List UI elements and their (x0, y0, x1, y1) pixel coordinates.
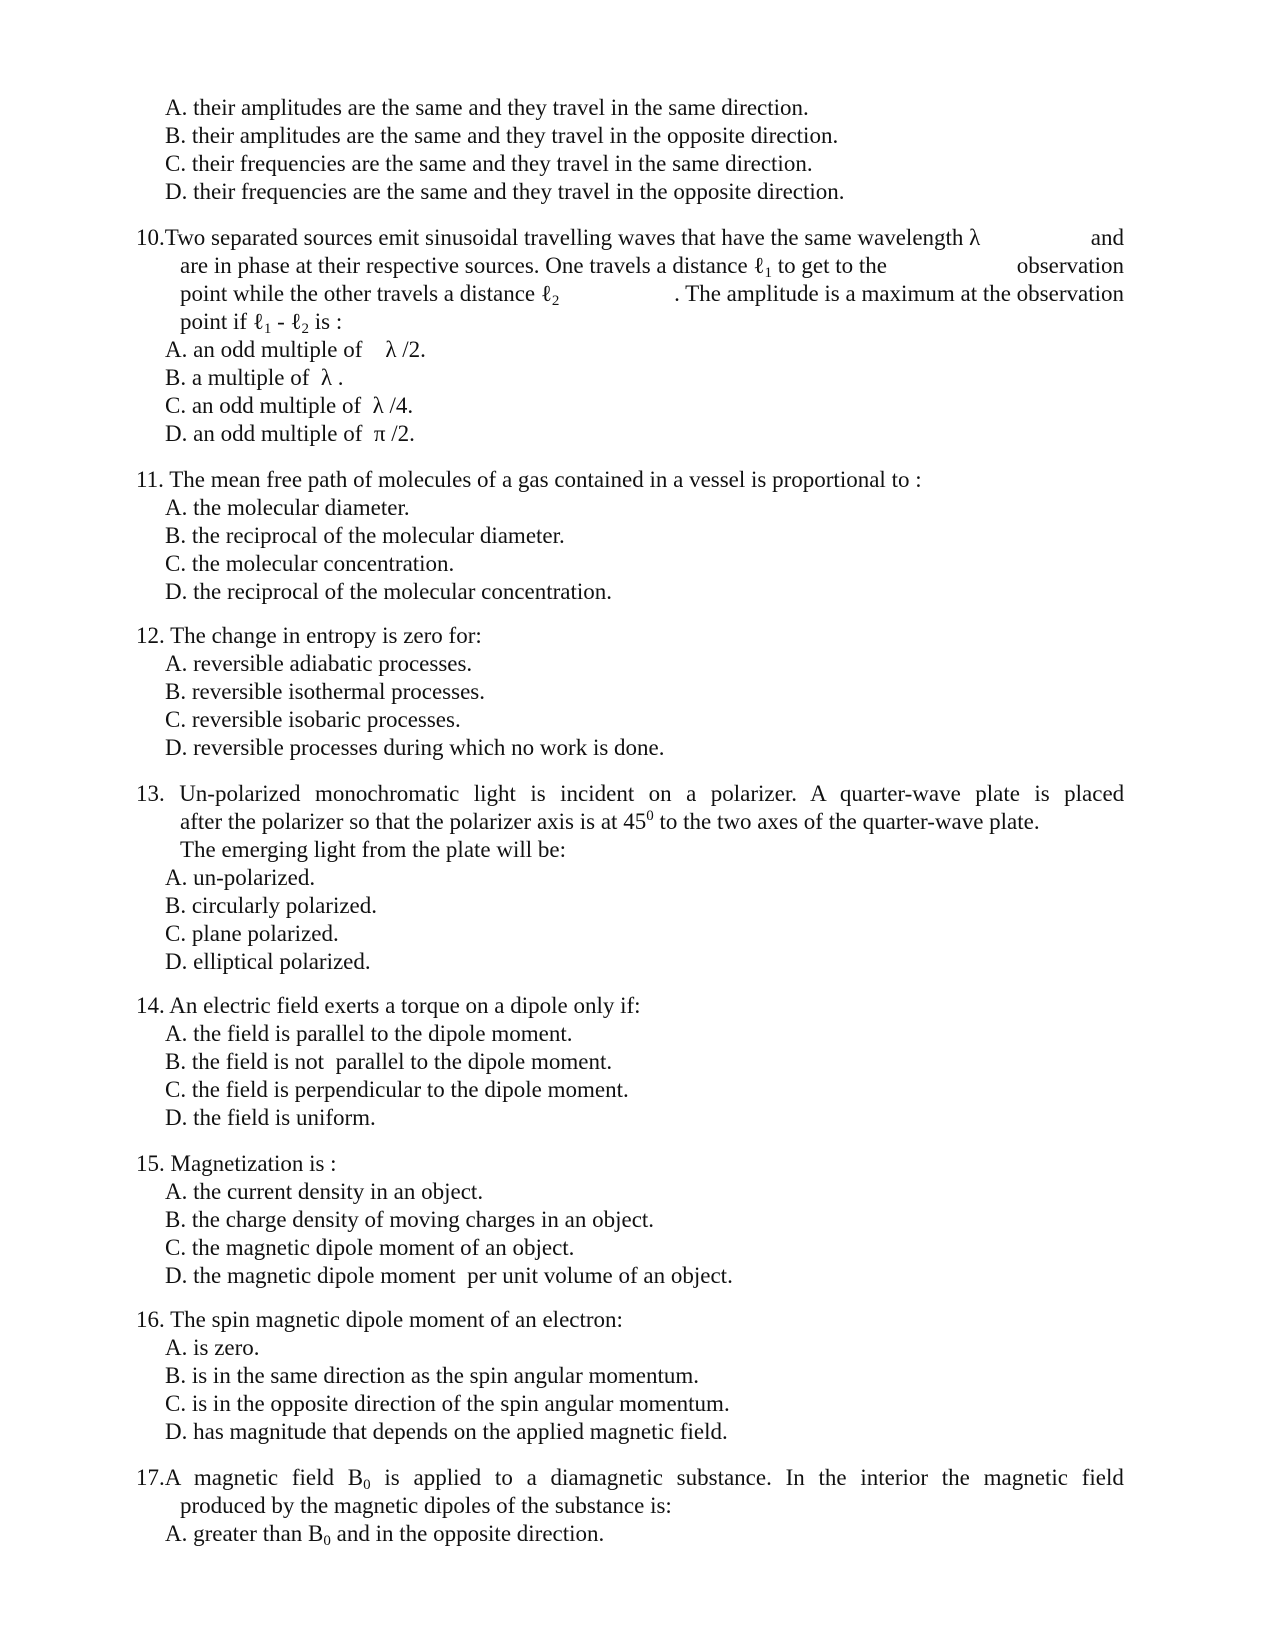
q10-stem-text: and (1090, 225, 1124, 250)
q17-text: and in the opposite direction. (330, 1521, 605, 1546)
q13-text: to the two axes of the quarter-wave plate. (653, 809, 1040, 834)
q16-option-c: C. is in the opposite direction of the spin angular momentum. (165, 1391, 730, 1416)
q11-option-d: D. the reciprocal of the molecular concentration. (165, 579, 613, 604)
q14-option-a: A. the field is parallel to the dipole moment. (165, 1021, 573, 1046)
q13-option-d: D. elliptical polarized. (165, 949, 371, 974)
q13-stem-line-3: The emerging light from the plate will be: (180, 837, 567, 862)
q10-option-c: C. an odd multiple of λ /4. (165, 393, 414, 418)
subscript: 2 (551, 293, 560, 309)
q10-option-d: D. an odd multiple of π /2. (165, 421, 415, 446)
subscript: 0 (363, 1477, 371, 1493)
q14-option-c: C. the field is perpendicular to the dipole moment. (165, 1077, 629, 1102)
q15-option-a: A. the current density in an object. (165, 1179, 484, 1204)
q10-stem-line-3 (180, 280, 1124, 308)
q15-option-d: D. the magnetic dipole moment per unit volume of an object. (165, 1263, 733, 1288)
q13-text: after the polarizer so that the polarizer axis is at 45 (180, 809, 647, 834)
q11-option-a: A. the molecular diameter. (165, 495, 410, 520)
q14-option-b: B. the field is not parallel to the dipole moment. (165, 1049, 613, 1074)
q15-option-c: C. the magnetic dipole moment of an object. (165, 1235, 575, 1260)
q9-option-b: B. their amplitudes are the same and they travel in the opposite direction. (165, 123, 839, 148)
q17-text: A. greater than B (165, 1521, 324, 1546)
q17-stem-text (136, 1464, 1124, 1492)
q10-stem-text: 10.Two separated sources emit sinusoidal travelling waves that have the same wavelength λ (136, 225, 981, 250)
q16-option-d: D. has magnitude that depends on the applied magnetic field. (165, 1419, 728, 1444)
q12-option-a: A. reversible adiabatic processes. (165, 651, 473, 676)
q10-stem-text (180, 252, 887, 280)
subscript: 1 (764, 265, 772, 281)
q10-text: - ℓ (271, 309, 302, 334)
q10-stem-line-1 (136, 224, 1124, 252)
subscript: 2 (301, 321, 310, 337)
q9-option-d: D. their frequencies are the same and they travel in the opposite direction. (165, 179, 845, 204)
q17-option-a (165, 1520, 604, 1548)
q10-text: are in phase at their respective sources. One travels a distance ℓ (180, 253, 765, 278)
q13-stem-line-1 (136, 780, 1124, 808)
superscript: 0 (646, 808, 654, 824)
q15-stem: 15. Magnetization is : (136, 1151, 337, 1176)
q12-stem: 12. The change in entropy is zero for: (136, 623, 482, 648)
q17-stem-line-2: produced by the magnetic dipoles of the substance is: (180, 1493, 672, 1518)
q13-stem-line-2 (180, 808, 1040, 836)
q16-stem: 16. The spin magnetic dipole moment of an electron: (136, 1307, 623, 1332)
q13-option-a: A. un-polarized. (165, 865, 316, 890)
q14-stem: 14. An electric field exerts a torque on a dipole only if: (136, 993, 641, 1018)
q16-option-a: A. is zero. (165, 1335, 260, 1360)
q11-option-c: C. the molecular concentration. (165, 551, 455, 576)
q14-option-d: D. the field is uniform. (165, 1105, 376, 1130)
q17-stem-line-1 (136, 1464, 1124, 1492)
q15-option-b: B. the charge density of moving charges in an object. (165, 1207, 655, 1232)
subscript: 1 (263, 321, 272, 337)
q10-text: point if ℓ (180, 309, 264, 334)
q10-text: point while the other travels a distance ℓ (180, 281, 552, 306)
q10-text: is : (309, 309, 343, 334)
q11-stem: 11. The mean free path of molecules of a gas contained in a vessel is proportional to : (136, 467, 922, 492)
q12-option-d: D. reversible processes during which no work is done. (165, 735, 665, 760)
q10-option-a: A. an odd multiple of λ /2. (165, 337, 426, 362)
q16-option-b: B. is in the same direction as the spin angular momentum. (165, 1363, 700, 1388)
q17-text: 17.A magnetic field B (136, 1465, 364, 1490)
q11-option-b: B. the reciprocal of the molecular diameter. (165, 523, 565, 548)
q13-option-b: B. circularly polarized. (165, 893, 378, 918)
q10-stem-text: . The amplitude is a maximum at the observation (674, 281, 1124, 306)
subscript: 0 (323, 1533, 331, 1549)
q10-stem-line-2 (180, 252, 1124, 280)
q9-option-c: C. their frequencies are the same and they travel in the same direction. (165, 151, 813, 176)
q10-option-b: B. a multiple of λ . (165, 365, 344, 390)
q10-stem-line-4 (180, 308, 342, 336)
q17-text: is applied to a diamagnetic substance. In the interior the magnetic field (370, 1465, 1124, 1490)
q10-stem-text: observation (1016, 253, 1124, 278)
q10-text: to get to the (772, 253, 887, 278)
q12-option-c: C. reversible isobaric processes. (165, 707, 461, 732)
q13-stem-text: 13. Un-polarized monochromatic light is incident on a polarizer. A quarter-wave plate is placed (136, 781, 1125, 806)
q10-stem-text (180, 280, 559, 308)
q12-option-b: B. reversible isothermal processes. (165, 679, 485, 704)
q9-option-a: A. their amplitudes are the same and they travel in the same direction. (165, 95, 809, 120)
q13-option-c: C. plane polarized. (165, 921, 339, 946)
